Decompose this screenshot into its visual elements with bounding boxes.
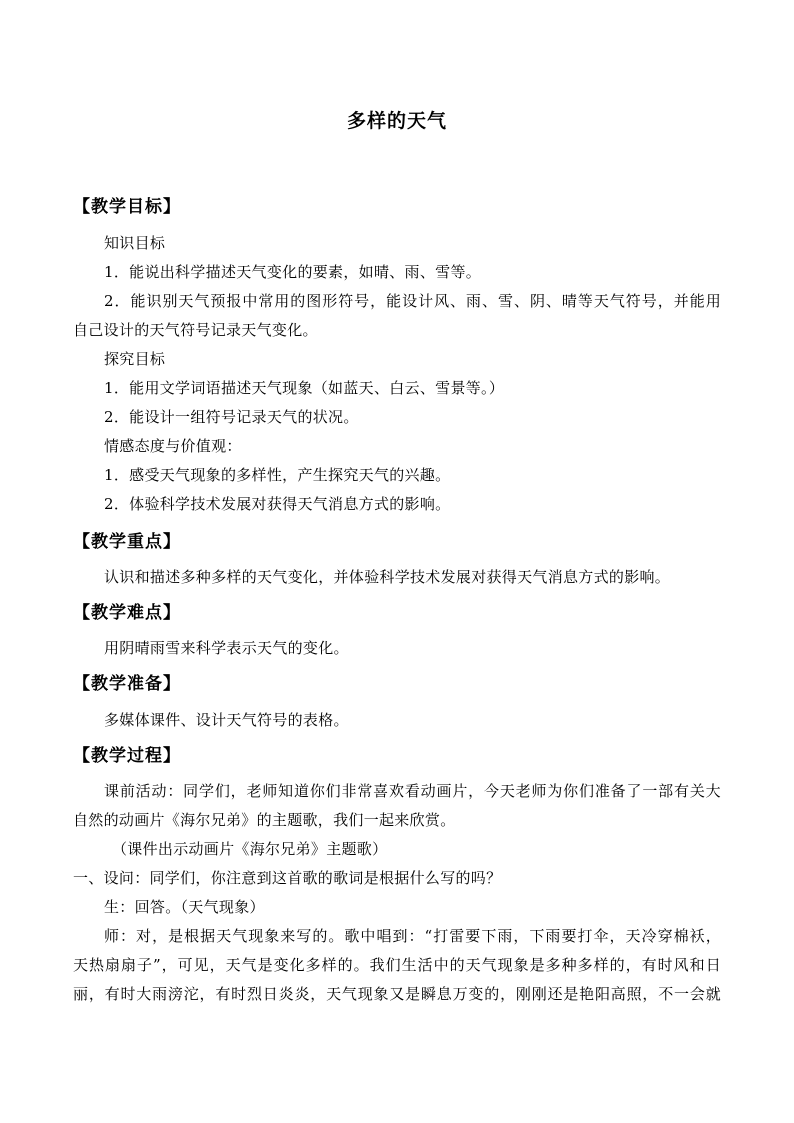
section-heading-key-points: 【教学重点】 [73,532,181,552]
difficulties-text: 用阴晴雨雪来科学表示天气的变化。 [104,639,349,657]
teacher-line-3: 丽，有时大雨滂沱，有时烈日炎炎，天气现象又是瞬息万变的，刚刚还是艳阳高照，不一会就 [73,985,721,1003]
question-line: 一、设问：同学们，你注意到这首歌的歌词是根据什么写的吗？ [73,869,502,887]
student-answer: 生：回答。（天气现象） [104,898,265,916]
section-heading-difficulties: 【教学难点】 [73,603,181,623]
key-points-text: 认识和描述多种多样的天气变化，并体验科学技术发展对获得天气消息方式的影响。 [104,568,671,586]
emotion-item-1: 1．感受天气现象的多样性，产生探究天气的兴趣。 [104,466,451,484]
knowledge-item-2-line-1: 2．能识别天气预报中常用的图形符号，能设计风、雨、雪、阴、晴等天气符号，并能用 [104,292,721,310]
knowledge-item-1: 1．能说出科学描述天气变化的要素，如晴、雨、雪等。 [104,263,482,281]
pre-activity-line-2: 自然的动画片《海尔兄弟》的主题歌，我们一起来欣赏。 [73,811,456,829]
section-heading-objectives: 【教学目标】 [73,197,181,217]
courseware-note: （课件出示动画片《海尔兄弟》主题歌） [112,840,388,858]
page-title: 多样的天气 [346,110,447,132]
inquiry-item-1: 1．能用文学词语描述天气现象（如蓝天、白云、雪景等。） [104,379,505,397]
section-heading-process: 【教学过程】 [73,746,181,766]
emotion-item-2: 2．体验科学技术发展对获得天气消息方式的影响。 [104,495,451,513]
inquiry-label: 探究目标 [104,350,166,368]
pre-activity-line-1: 课前活动：同学们，老师知道你们非常喜欢看动画片，今天老师为你们准备了一部有关大 [104,782,721,800]
knowledge-item-2-line-2: 自己设计的天气符号记录天气变化。 [73,321,318,339]
emotion-label: 情感态度与价值观： [104,437,242,455]
teacher-line-2: 天热扇扇子”，可见，天气是变化多样的。我们生活中的天气现象是多种多样的，有时风和日 [73,956,721,974]
knowledge-label: 知识目标 [104,234,166,252]
teacher-line-1: 师：对，是根据天气现象来写的。歌中唱到：“打雷要下雨，下雨要打伞，天冷穿棉袄， [104,927,721,945]
preparation-text: 多媒体课件、设计天气符号的表格。 [104,711,349,729]
section-heading-preparation: 【教学准备】 [73,674,181,694]
inquiry-item-2: 2．能设计一组符号记录天气的状况。 [104,408,359,426]
